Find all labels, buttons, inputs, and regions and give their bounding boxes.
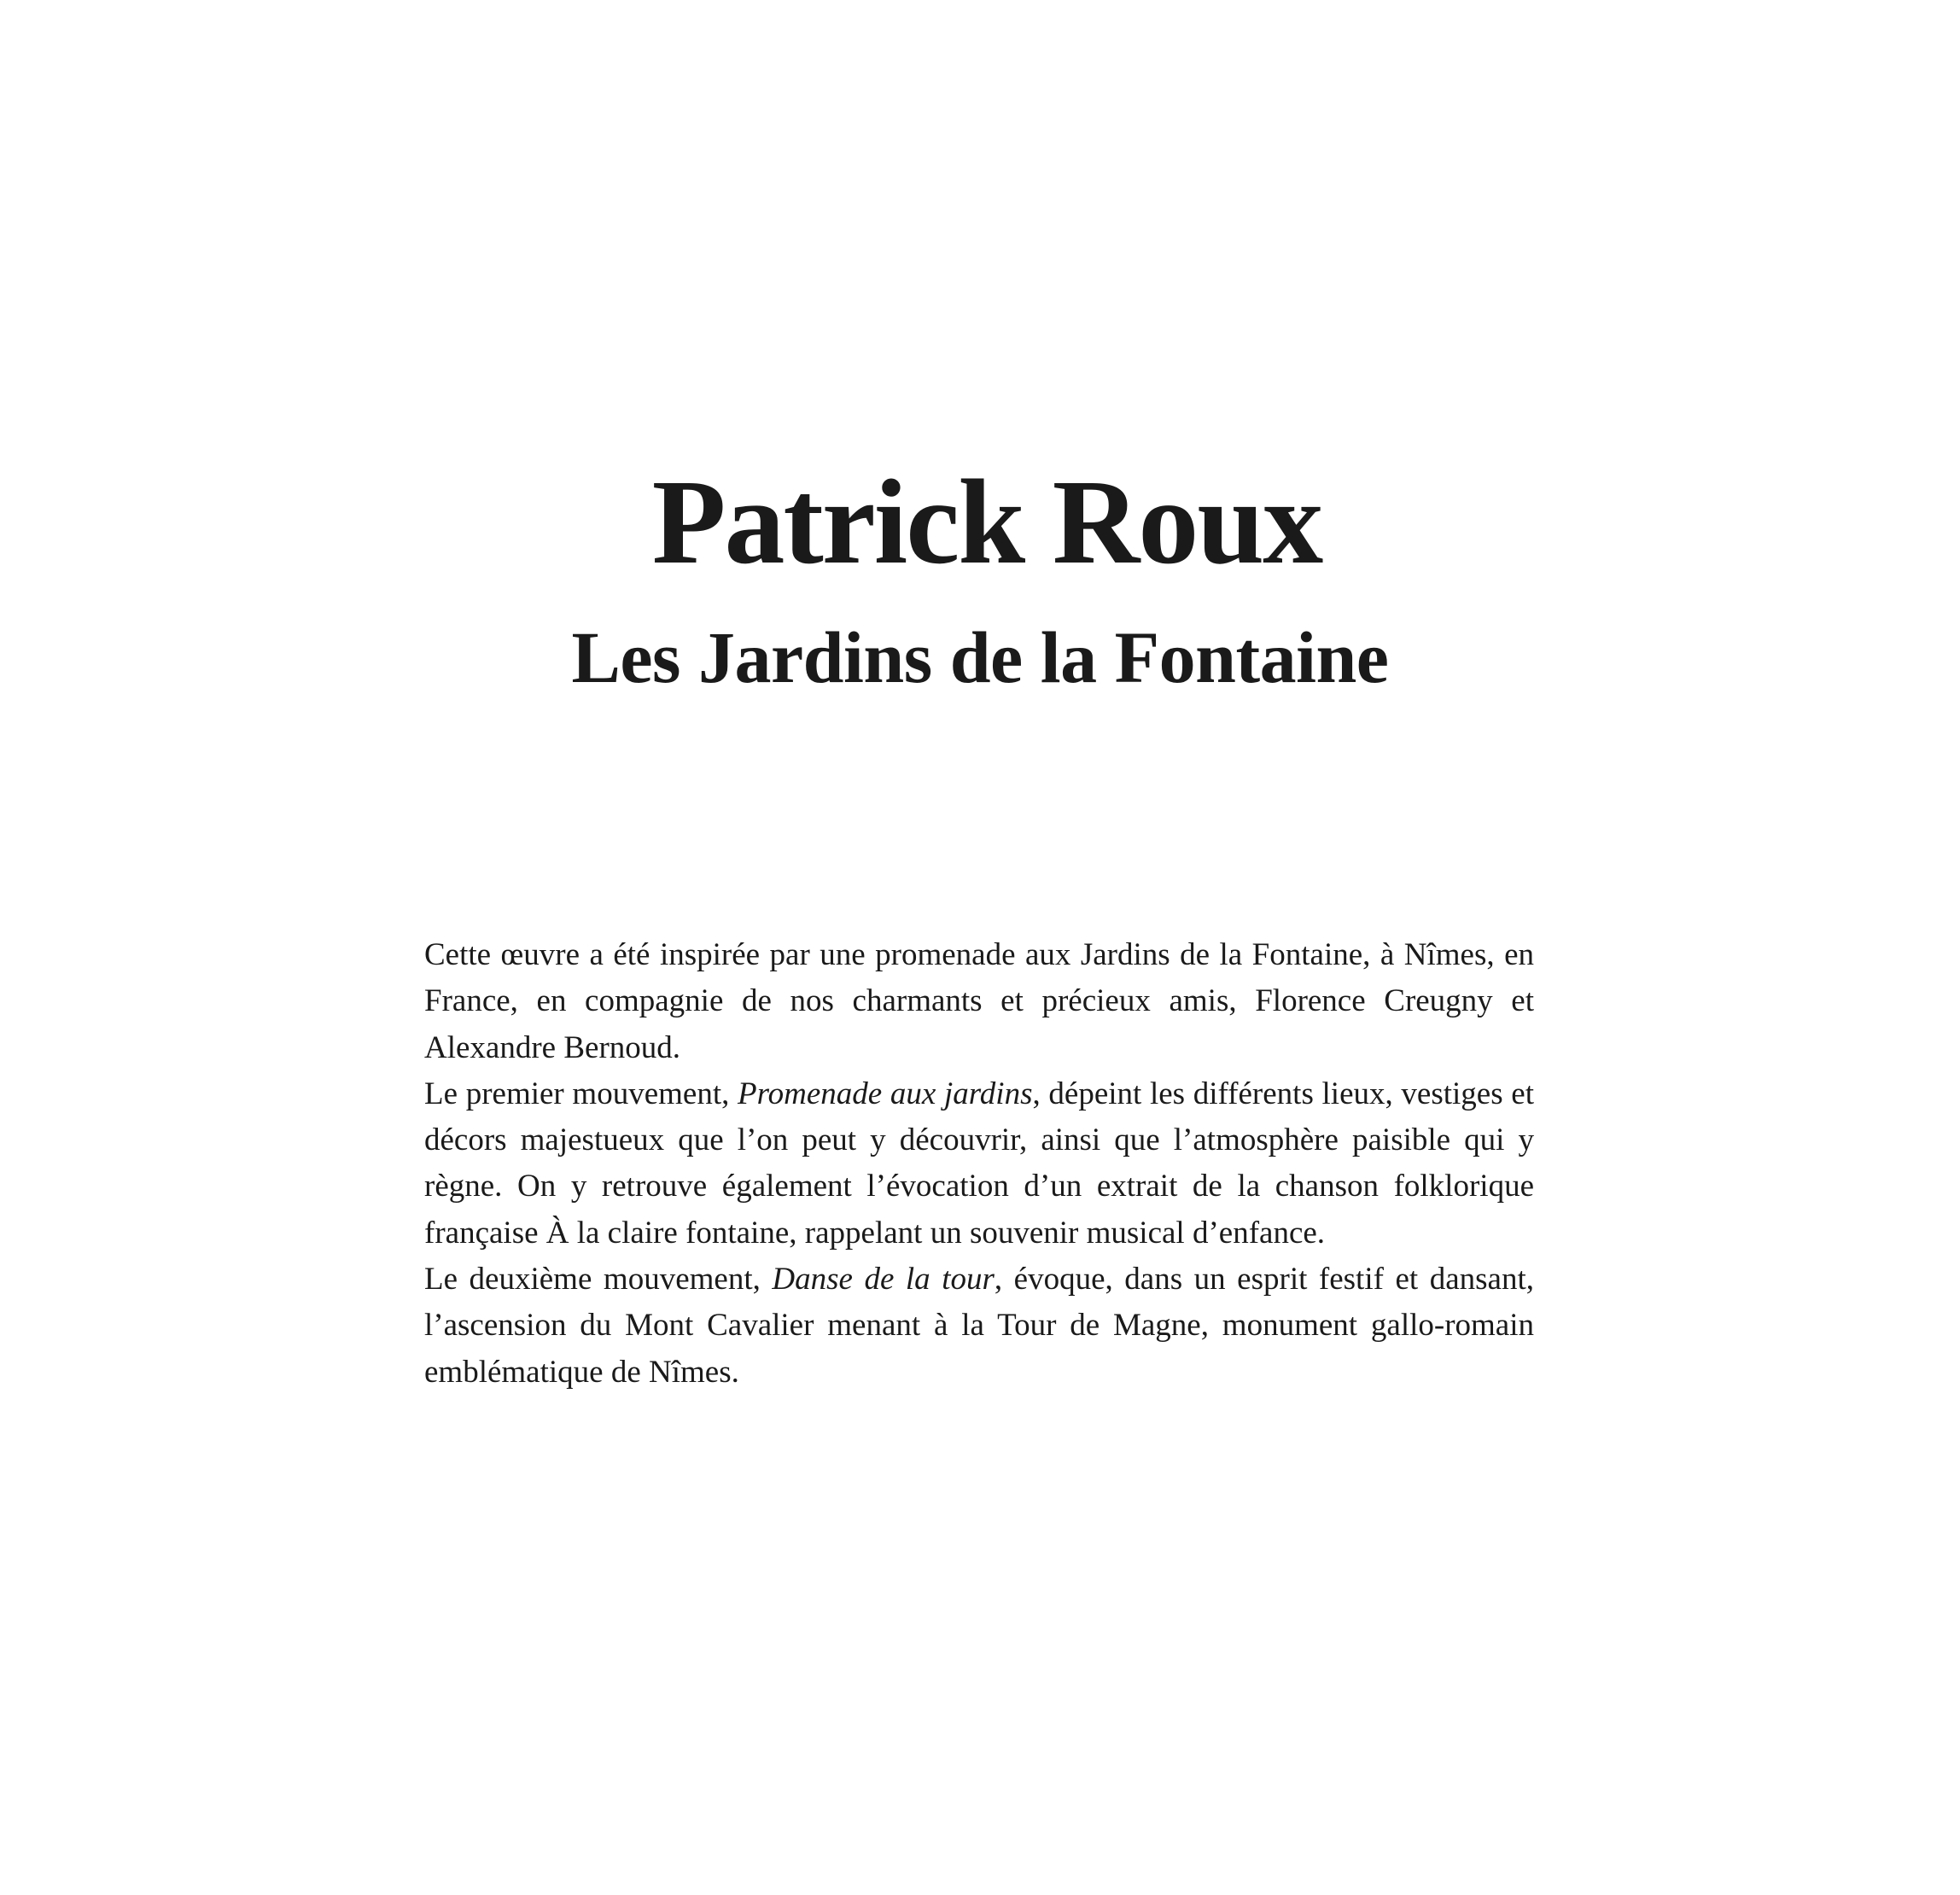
notes-paragraph-3: [424, 1257, 1534, 1396]
notes-paragraph-2: [424, 1071, 1534, 1257]
paragraph-2-body: , dépeint les différents lieux, vestiges et décors majestueux que l’on peut y découvrir, ainsi que l’atmosphère paisible qui y règne. On y retrouve également l’évocation d’un extrait de la chanson folklorique française À la claire fontaine, rappelant un souvenir musical d’enfance.: [424, 1076, 1534, 1251]
program-notes: [424, 932, 1534, 1396]
paragraph-3-body: , évoque, dans un esprit festif et dansant, l’ascension du Mont Cavalier menant à la Tour de Magne, monument gallo-romain emblématique de Nîmes.: [424, 1262, 1534, 1390]
notes-paragraph-1: Cette œuvre a été inspirée par une promenade aux Jardins de la Fontaine, à Nîmes, en France, en compagnie de nos charmants et précieux amis, Florence Creugny et Alexandre Bernoud.: [424, 937, 1534, 1065]
composer-name: Patrick Roux: [651, 454, 1322, 589]
paragraph-3-intro: Le deuxième mouvement,: [424, 1262, 773, 1297]
work-title: Les Jardins de la Fontaine: [571, 616, 1389, 698]
movement-1-title: Promenade aux jardins: [738, 1076, 1033, 1111]
title-block: [0, 454, 1960, 698]
paragraph-2-intro: Le premier mouvement,: [424, 1076, 738, 1111]
movement-2-title: Danse de la tour: [772, 1262, 995, 1297]
